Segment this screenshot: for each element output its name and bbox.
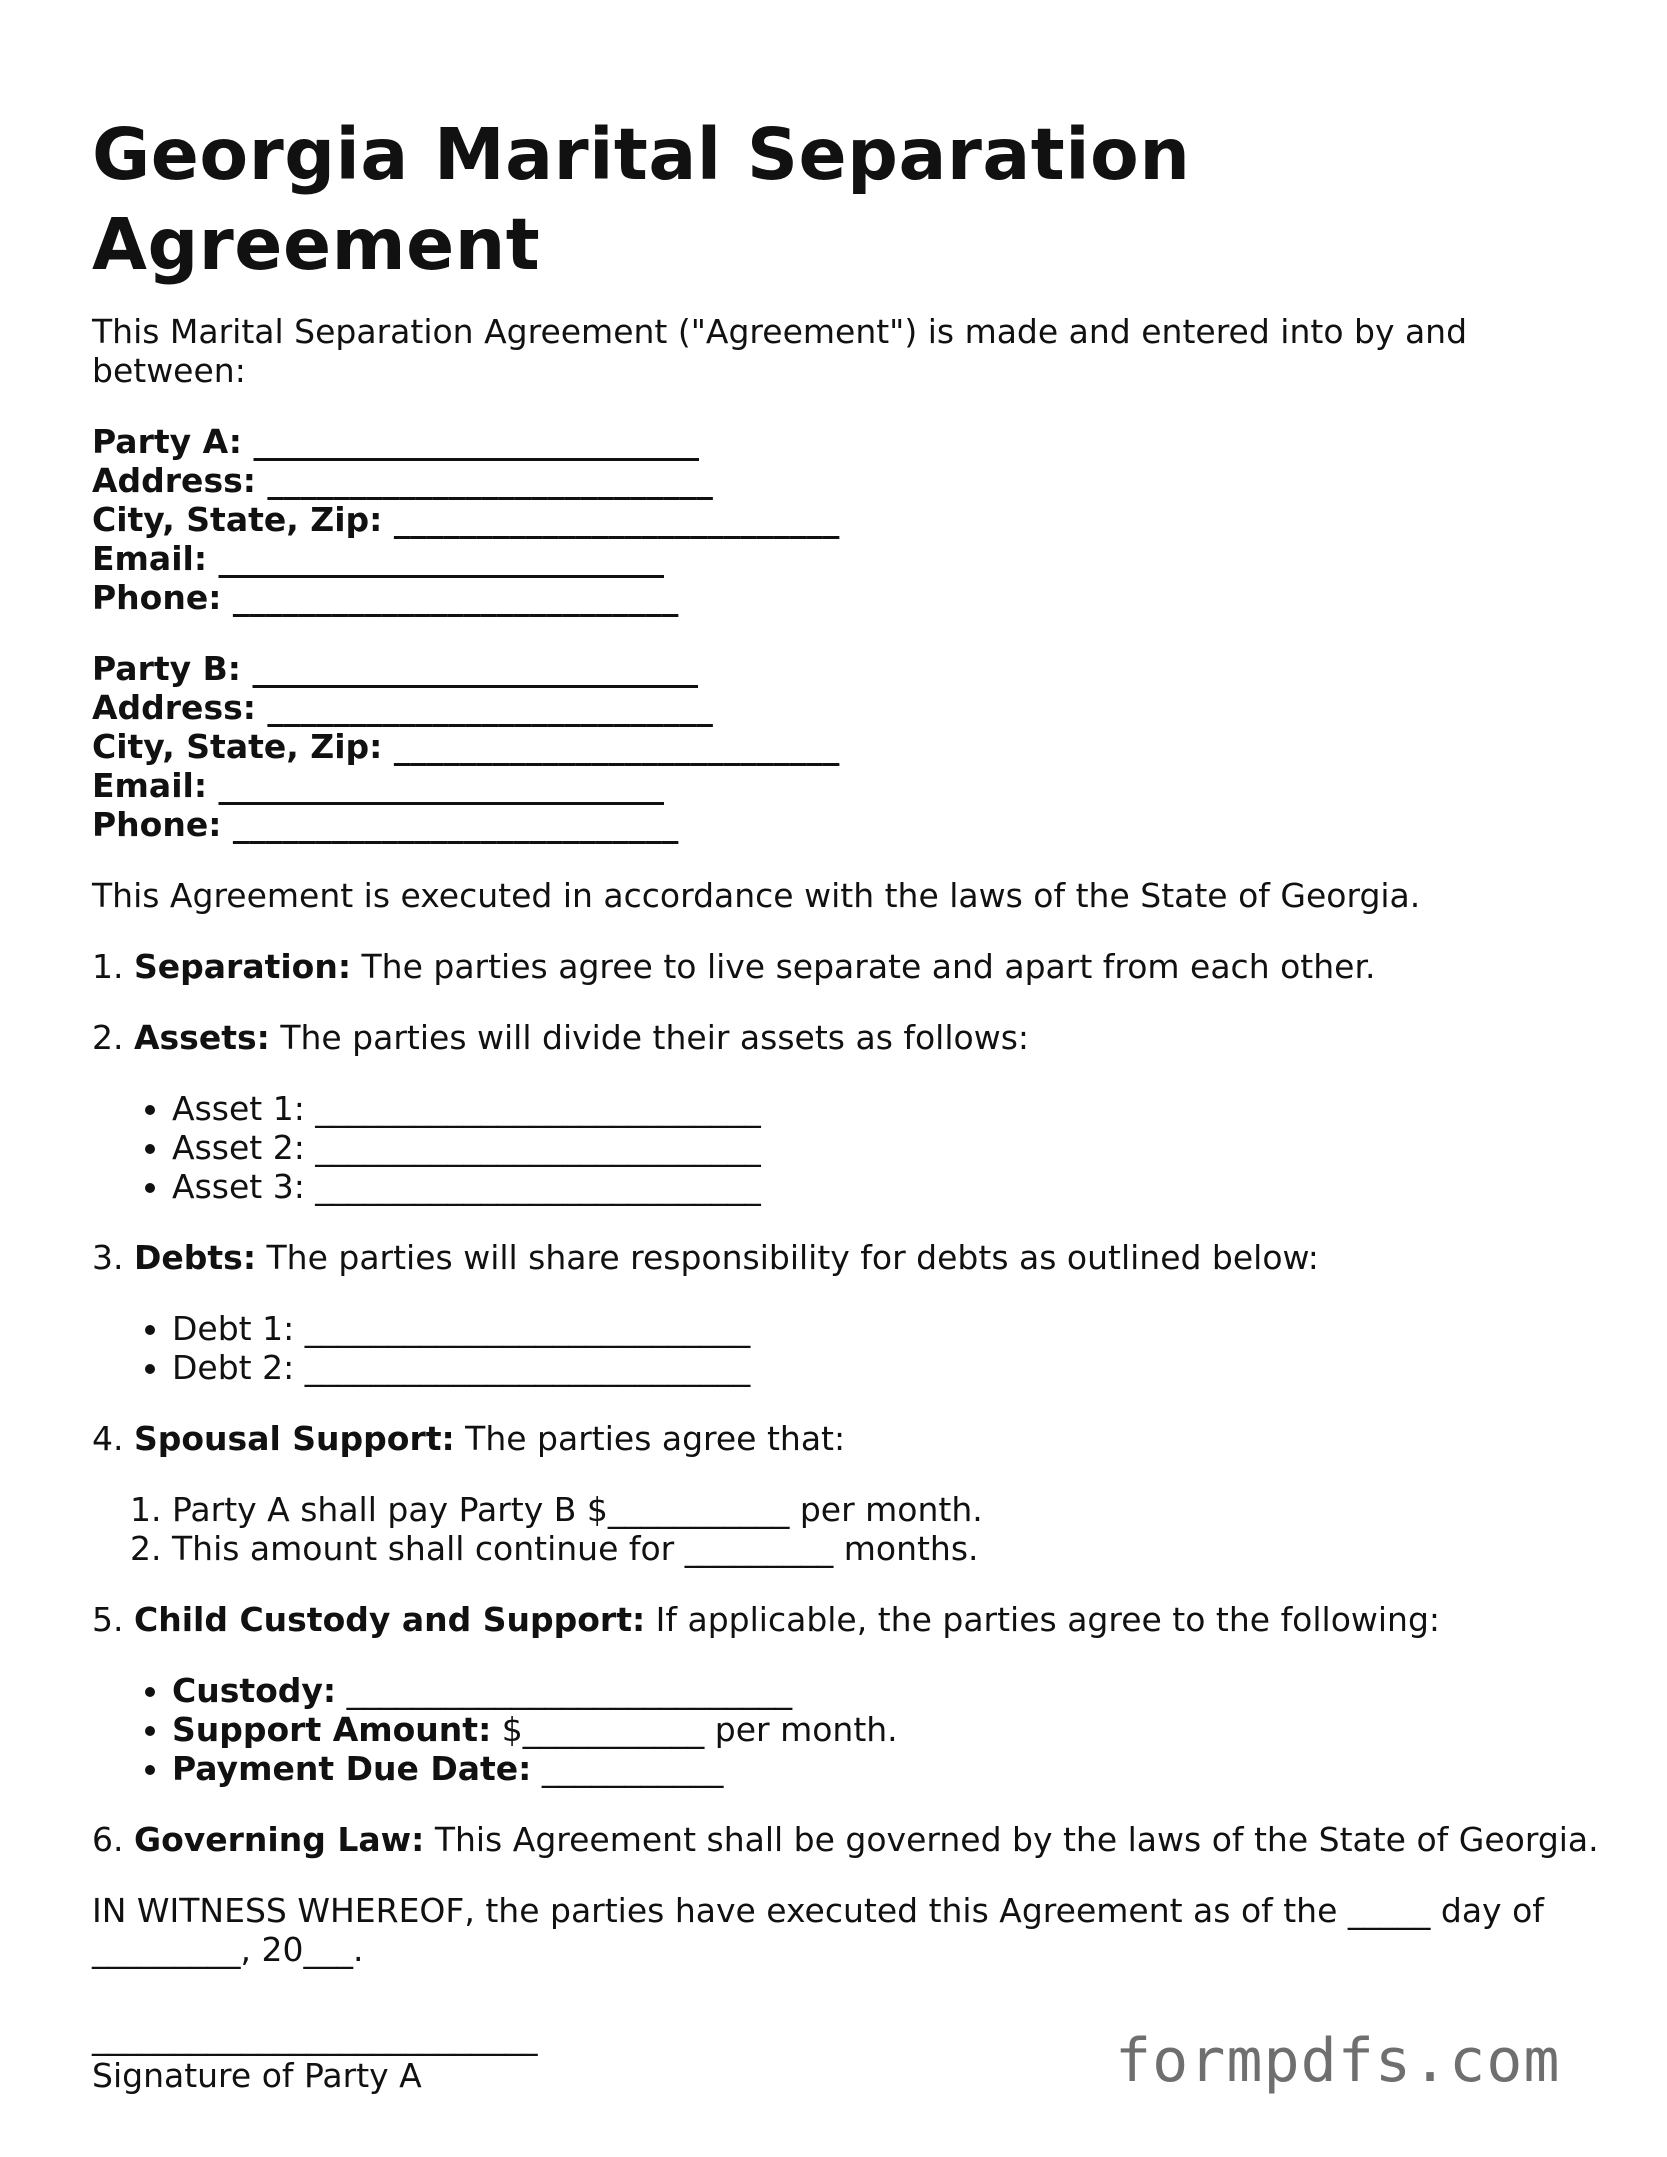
support-amount-label: Support Amount:: [172, 1710, 492, 1749]
section-text: The parties agree that:: [454, 1419, 846, 1458]
custody-item-label: Custody:: [172, 1671, 337, 1710]
signature-label: Signature of Party A: [92, 2056, 422, 2095]
section-spousal-support: [92, 1419, 1612, 1458]
witness-paragraph: IN WITNESS WHEREOF, the parties have executed this Agreement as of the _____ day of _________, 20___.: [92, 1891, 1544, 1969]
executed-statement: This Agreement is executed in accordance with the laws of the State of Georgia.: [92, 876, 1421, 915]
section-governing-law: [92, 1820, 1612, 1859]
section-heading: Child Custody and Support:: [134, 1600, 646, 1639]
document-page: [92, 110, 1612, 2095]
payment-due-date-item: [172, 1749, 1612, 1788]
section-number: 3.: [92, 1238, 124, 1277]
party-b-city-field: City, State, Zip: ___________________________: [92, 727, 840, 766]
section-number: 1.: [92, 947, 124, 986]
party-a-name-field: Party A: ___________________________: [92, 422, 699, 461]
section-text: This Agreement shall be governed by the laws of the State of Georgia.: [424, 1820, 1599, 1859]
debt-item: • Debt 2: ___________________________: [172, 1348, 1612, 1387]
section-heading: Assets:: [134, 1018, 270, 1057]
party-b-name-field: Party B: ___________________________: [92, 649, 698, 688]
section-text: If applicable, the parties agree to the following:: [645, 1600, 1441, 1639]
intro-paragraph: This Marital Separation Agreement ("Agreement") is made and entered into by and between:: [92, 312, 1468, 390]
signature-line: ___________________________: [92, 2017, 538, 2056]
payment-due-date-label: Payment Due Date:: [172, 1749, 532, 1788]
custody-item: [172, 1671, 1612, 1710]
section-assets: [92, 1018, 1612, 1057]
section-number: 2.: [92, 1018, 124, 1057]
section-heading: Governing Law:: [134, 1820, 425, 1859]
watermark: formpdfs.com: [1115, 2026, 1561, 2096]
party-b-phone-field: Phone: ___________________________: [92, 805, 679, 844]
section-number: 4.: [92, 1419, 124, 1458]
document-title: Georgia Marital Separation Agreement: [92, 113, 1191, 286]
party-a-phone-field: Phone: ___________________________: [92, 578, 679, 617]
party-b-address-field: Address: ___________________________: [92, 688, 713, 727]
party-a-block: [92, 422, 1612, 617]
asset-item: • Asset 1: ___________________________: [172, 1089, 1612, 1128]
section-number: 6.: [92, 1820, 124, 1859]
asset-item: • Asset 2: ___________________________: [172, 1128, 1612, 1167]
section-child-custody: [92, 1600, 1612, 1639]
support-amount-item: [172, 1710, 1612, 1749]
debt-item: • Debt 1: ___________________________: [172, 1309, 1612, 1348]
party-a-city-field: City, State, Zip: ___________________________: [92, 500, 840, 539]
section-debts: [92, 1238, 1612, 1277]
custody-list: [92, 1671, 1612, 1788]
party-b-block: [92, 649, 1612, 844]
section-text: The parties will share responsibility for debts as outlined below:: [256, 1238, 1319, 1277]
section-heading: Debts:: [134, 1238, 257, 1277]
section-text: The parties agree to live separate and apart from each other.: [351, 947, 1376, 986]
section-text: The parties will divide their assets as follows:: [269, 1018, 1030, 1057]
section-heading: Spousal Support:: [134, 1419, 455, 1458]
support-amount-value: $___________ per month.: [491, 1710, 898, 1749]
payment-due-date-value: ___________: [531, 1749, 724, 1788]
section-heading: Separation:: [134, 947, 352, 986]
section-number: 5.: [92, 1600, 124, 1639]
party-b-email-field: Email: ___________________________: [92, 766, 665, 805]
assets-list: [92, 1089, 1612, 1206]
spousal-support-item: 2. This amount shall continue for _________ months.: [172, 1529, 1612, 1568]
debts-list: [92, 1309, 1612, 1387]
party-a-email-field: Email: ___________________________: [92, 539, 665, 578]
spousal-support-item: 1. Party A shall pay Party B $___________ per month.: [172, 1490, 1612, 1529]
section-separation: [92, 947, 1612, 986]
custody-item-value: ___________________________: [336, 1671, 793, 1710]
spousal-support-list: [92, 1490, 1612, 1568]
asset-item: • Asset 3: ___________________________: [172, 1167, 1612, 1206]
party-a-address-field: Address: ___________________________: [92, 461, 713, 500]
